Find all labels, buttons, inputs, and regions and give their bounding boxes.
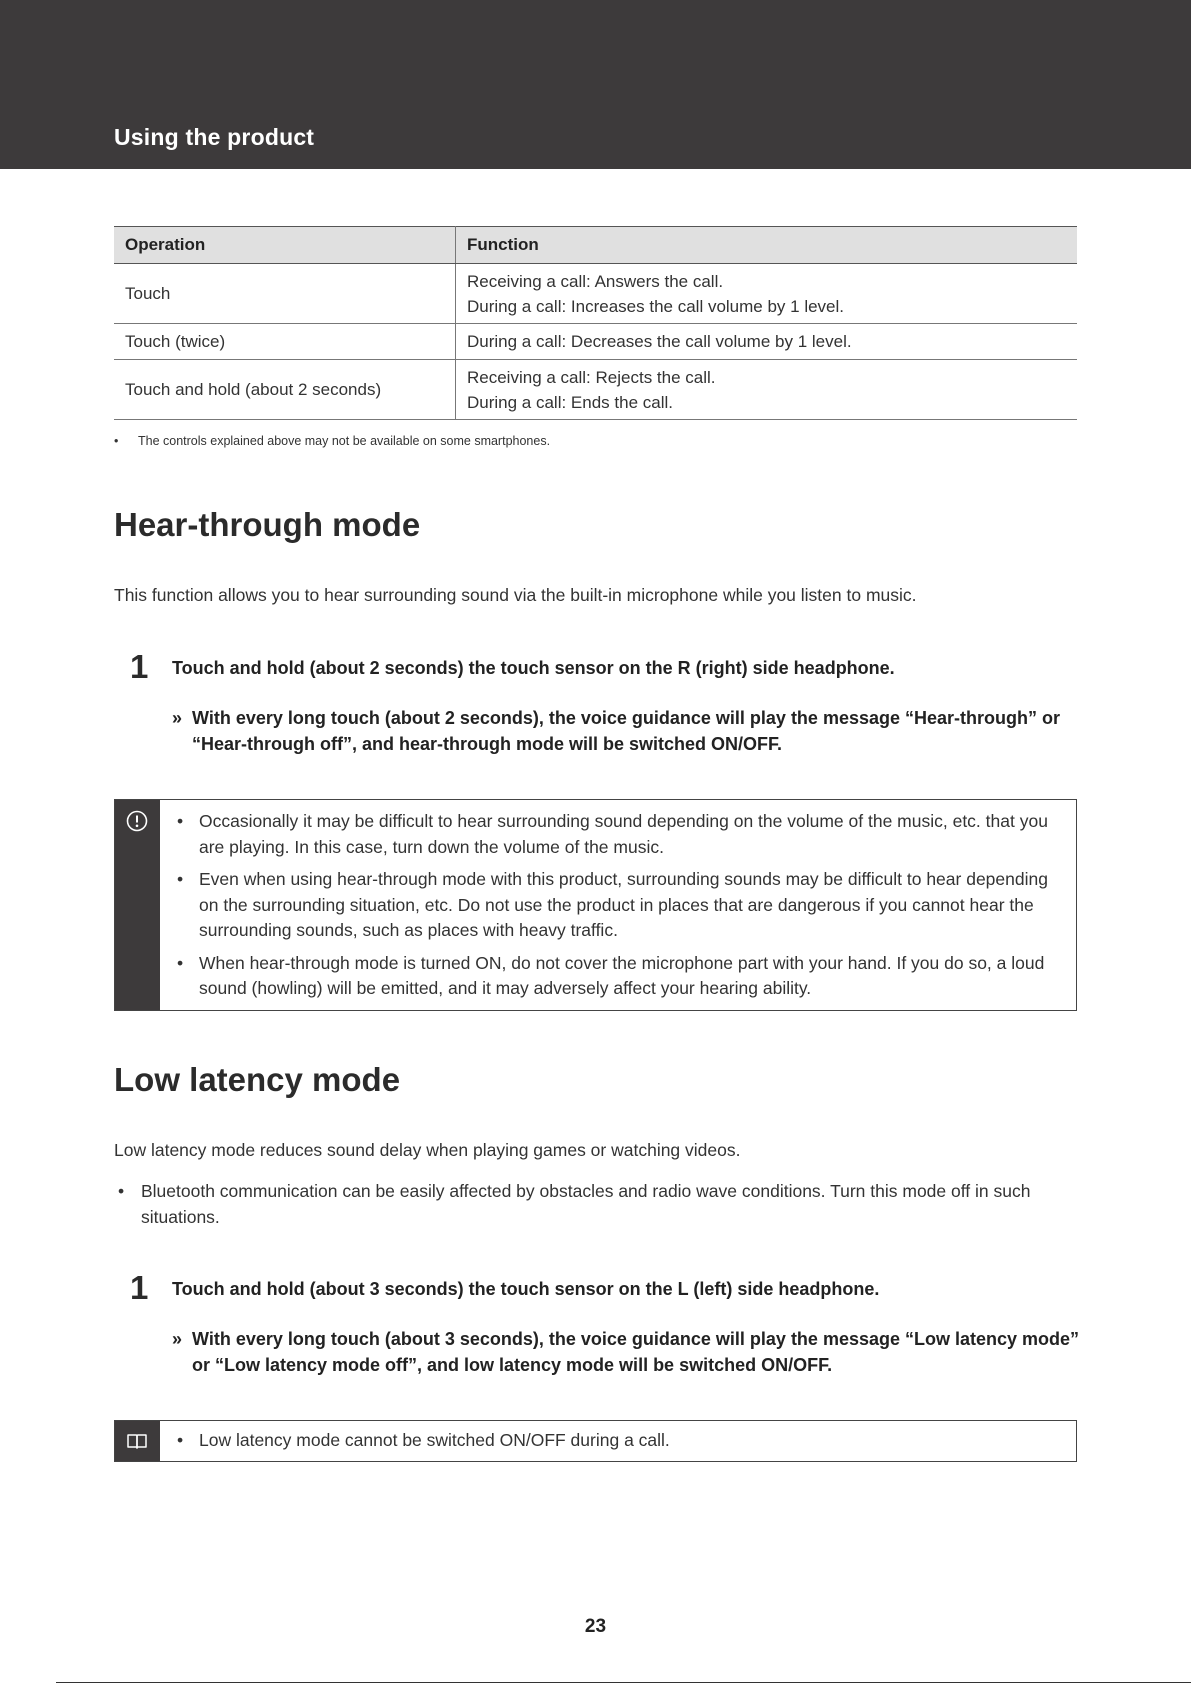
table-row xyxy=(114,264,1077,324)
note-sidebar xyxy=(115,1421,160,1461)
result-text: With every long touch (about 2 seconds), the voice guidance will play the message “Hear-through” or “Hear-through off”, and hear-through mode will be switched ON/OFF. xyxy=(192,708,1060,754)
bullet: • xyxy=(177,1430,184,1450)
page-header xyxy=(0,0,1191,169)
step-result xyxy=(172,705,1082,757)
function-cell xyxy=(456,360,1078,420)
operation-cell: Touch xyxy=(114,264,456,324)
caution-icon xyxy=(126,810,148,832)
column-header-function: Function xyxy=(456,227,1078,264)
step-instruction: Touch and hold (about 3 seconds) the touch sensor on the L (left) side headphone. xyxy=(172,1279,880,1299)
bullet: • xyxy=(114,434,119,448)
result-arrow-icon: » xyxy=(172,708,183,728)
function-line: Receiving a call: Answers the call. xyxy=(467,271,724,291)
note-text: Low latency mode cannot be switched ON/OFF during a call. xyxy=(199,1430,670,1450)
page-number: 23 xyxy=(584,1616,607,1637)
function-line: During a call: Decreases the call volume by 1 level. xyxy=(467,332,852,351)
caution-text: Occasionally it may be difficult to hear surrounding sound depending on the volume of the music, etc. that you are playing. In this case, turn down the volume of the music. xyxy=(199,811,1048,857)
low-latency-bullet xyxy=(114,1178,1074,1230)
function-cell xyxy=(456,264,1078,324)
table-row xyxy=(114,324,1077,360)
caution-item xyxy=(177,951,1056,1002)
bullet: • xyxy=(118,1181,125,1201)
book-icon xyxy=(126,1430,148,1452)
function-line: Receiving a call: Rejects the call. xyxy=(467,367,716,387)
operation-cell: Touch (twice) xyxy=(114,324,456,360)
bullet-text: Bluetooth communication can be easily affected by obstacles and radio wave conditions. Turn this mode off in such situations. xyxy=(141,1181,1031,1227)
note-list xyxy=(115,1421,1076,1462)
bullet: • xyxy=(177,811,184,831)
table-row xyxy=(114,360,1077,420)
result-arrow-icon: » xyxy=(172,1329,183,1349)
caution-text: When hear-through mode is turned ON, do not cover the microphone part with your hand. If you do so, a loud sound (howling) will be emitted, and it may adversely affect your hearing ability. xyxy=(199,952,1045,998)
footer-divider xyxy=(56,1682,1191,1683)
caution-list xyxy=(115,800,1076,1010)
caution-item xyxy=(177,867,1056,944)
hear-through-heading: Hear-through mode xyxy=(114,506,421,543)
table-note xyxy=(114,434,550,448)
column-header-operation: Operation xyxy=(114,227,456,264)
caution-text: Even when using hear-through mode with this product, surrounding sounds may be difficult to hear depending on the surrounding situation, etc. Do not use the product in places that are dangerous if you cannot hear the surrounding sounds, such as places with heavy traffic. xyxy=(199,869,1048,940)
result-text: With every long touch (about 3 seconds), the voice guidance will play the message “Low latency mode” or “Low latency mode off”, and low latency mode will be switched ON/OFF. xyxy=(192,1329,1080,1375)
operation-cell: Touch and hold (about 2 seconds) xyxy=(114,360,456,420)
low-latency-intro: Low latency mode reduces sound delay when playing games or watching videos. xyxy=(114,1140,741,1160)
note-item xyxy=(177,1428,1056,1454)
caution-sidebar xyxy=(115,800,160,1010)
bullet: • xyxy=(177,869,184,889)
note-box xyxy=(114,1420,1077,1462)
step-result xyxy=(172,1326,1082,1378)
function-line: During a call: Increases the call volume by 1 level. xyxy=(467,296,845,316)
bullet: • xyxy=(177,952,184,973)
hear-through-intro: This function allows you to hear surrounding sound via the built-in microphone while you listen to music. xyxy=(114,585,917,605)
header-title: Using the product xyxy=(114,124,315,150)
step-instruction: Touch and hold (about 2 seconds) the touch sensor on the R (right) side headphone. xyxy=(172,658,895,678)
function-line: During a call: Ends the call. xyxy=(467,392,673,412)
table-note-text: The controls explained above may not be available on some smartphones. xyxy=(138,434,551,448)
function-cell xyxy=(456,324,1078,360)
table-header-row xyxy=(114,227,1077,264)
operation-table xyxy=(114,226,1077,420)
caution-box xyxy=(114,799,1077,1011)
low-latency-heading: Low latency mode xyxy=(114,1061,401,1098)
step-number: 1 xyxy=(130,648,149,685)
step-number: 1 xyxy=(130,1269,149,1306)
caution-item xyxy=(177,809,1056,860)
